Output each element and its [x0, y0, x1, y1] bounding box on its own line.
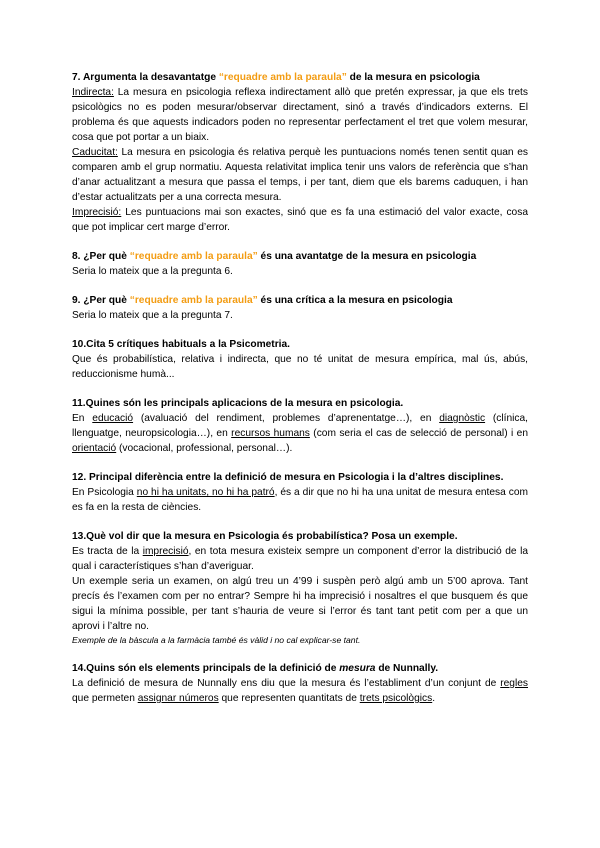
question-13-note: Exemple de la bàscula a la farmàcia també és vàlid i no cal explicar-se tant.	[72, 635, 361, 645]
question-12-title: 12. Principal diferència entre la definició de mesura en Psicologia i la d’altres disciplines.	[72, 472, 504, 483]
answer-caducitat: Caducitat: La mesura en psicologia és relativa perquè les puntuacions només tenen sentit quan es comparen amb el grup normatiu. Aquesta relativitat implica tenir uns valors de referència que s’han d’anar actualitzant a mesura que passa el temps, i per tant, diem que els barems caduquen, i han d’estar actualitzats per a una correcta mesura.	[72, 147, 528, 203]
question-10-answer: Que és probabilística, relativa i indirecta, que no té unitat de mesura empírica, mal ús, abús, reduccionisme humà...	[72, 354, 528, 380]
answer-indirecta: Indirecta: La mesura en psicologia reflexa indirectament allò que pretén expressar, ja que els trets psicològics no es poden mesurar/observar directament, sinó a través d’indicadors externs. El problema és que aquests indicadors poden no representar perfectament el tret que volem mesurar, cosa que pot portar a un biaix.	[72, 87, 528, 143]
question-7	[72, 70, 528, 235]
question-10-title: 10.Cita 5 crítiques habituals a la Psicometria.	[72, 339, 290, 350]
question-13-answer: Es tracta de la imprecisió, en tota mesura existeix sempre un component d’error la distribució de la qual i característiques s’han d’averiguar.	[72, 546, 528, 572]
question-11-title: 11.Quines són les principals aplicacions de la mesura en psicologia.	[72, 398, 404, 409]
question-12	[72, 470, 528, 515]
question-9-answer: Seria lo mateix que a la pregunta 7.	[72, 310, 233, 321]
question-13-title: 13.Què vol dir que la mesura en Psicologia és probabilística? Posa un exemple.	[72, 531, 458, 542]
answer-imprecisio: Imprecisió: Les puntuacions mai son exactes, sinó que es fa una estimació del valor exacte, cosa que pot implicar cert marge d’error.	[72, 207, 528, 233]
question-13-example: Un exemple seria un examen, on algú treu un 4’99 i suspèn però algú amb un 5’00 aprova. Tant precís és l’examen com per no entrar? Sempre hi ha imprecisió i nosaltres el que busquem és que sigui la mínima possible, per tant s’hauria de veure si l’error és tant tant petit com per a que un aprovi i l’altre no.	[72, 576, 528, 632]
question-9	[72, 293, 528, 323]
question-11	[72, 396, 528, 456]
question-7-title: 7. Argumenta la desavantatge “requadre amb la paraula” de la mesura en psicologia	[72, 72, 480, 83]
question-9-title: 9. ¿Per què “requadre amb la paraula” és una crítica a la mesura en psicologia	[72, 295, 453, 306]
document-page	[72, 70, 528, 720]
question-13	[72, 529, 528, 647]
question-12-answer: En Psicologia no hi ha unitats, no hi ha patró, és a dir que no hi ha una unitat de mesura entesa com es fa en la resta de ciències.	[72, 487, 528, 513]
question-8-answer: Seria lo mateix que a la pregunta 6.	[72, 266, 233, 277]
question-10	[72, 337, 528, 382]
question-8	[72, 249, 528, 279]
question-14	[72, 661, 528, 706]
question-14-answer: La definició de mesura de Nunnally ens diu que la mesura és l’establiment d’un conjunt de regles que permeten assignar números que representen quantitats de trets psicològics.	[72, 678, 528, 704]
question-14-title: 14.Quins són els elements principals de la definició de mesura de Nunnally.	[72, 663, 439, 674]
highlight-box-phrase: “requadre amb la paraula”	[218, 72, 347, 83]
question-11-answer: En educació (avaluació del rendiment, problemes d’aprenentatge…), en diagnòstic (clínica, llenguatge, neuropsicologia…), en recursos humans (com seria el cas de selecció de personal) i en orientació (vocacional, professional, personal…).	[72, 413, 528, 454]
question-8-title: 8. ¿Per què “requadre amb la paraula” és una avantatge de la mesura en psicologia	[72, 251, 477, 262]
